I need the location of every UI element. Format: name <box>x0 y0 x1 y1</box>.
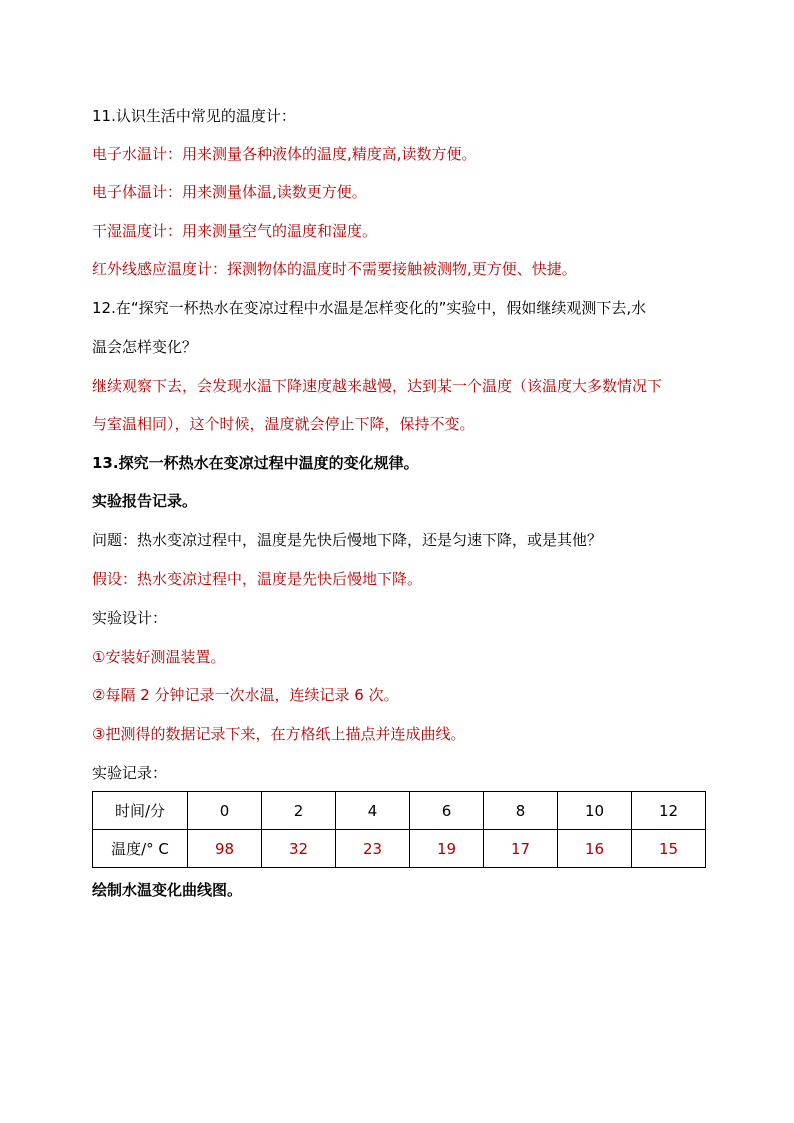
q13-problem: 问题：热水变凉过程中，温度是先快后慢地下降，还是匀速下降，或是其他？ <box>92 531 603 549</box>
q11-item-wet-dry-thermometer: 干湿温度计：用来测量空气的温度和湿度。 <box>92 222 378 240</box>
temperature-cell: 17 <box>484 830 558 868</box>
q12-question-line2: 温会怎样变化？ <box>92 338 198 356</box>
q11-title: 11.认识生活中常见的温度计： <box>92 107 296 125</box>
q13-step-3: ③把测得的数据记录下来，在方格纸上描点并连成曲线。 <box>92 725 466 743</box>
q13-report-title: 实验报告记录。 <box>92 492 198 510</box>
q13-hypothesis: 假设：热水变凉过程中，温度是先快后慢地下降。 <box>92 570 423 588</box>
q11-item-electronic-body-thermometer: 电子体温计：用来测量体温,读数更方便。 <box>92 183 367 201</box>
time-cell: 10 <box>558 792 632 830</box>
temperature-cell: 23 <box>336 830 410 868</box>
q13-design-label: 实验设计： <box>92 609 168 627</box>
time-cell: 4 <box>336 792 410 830</box>
time-cell: 12 <box>632 792 706 830</box>
temperature-header-cell: 温度/° C <box>93 830 188 868</box>
temperature-cell: 19 <box>410 830 484 868</box>
q11-item-electronic-water-thermometer: 电子水温计：用来测量各种液体的温度,精度高,读数方便。 <box>92 145 477 163</box>
time-cell: 6 <box>410 792 484 830</box>
time-cell: 8 <box>484 792 558 830</box>
q11-item-infrared-thermometer: 红外线感应温度计：探测物体的温度时不需要接触被测物,更方便、快捷。 <box>92 260 577 278</box>
temperature-row <box>93 830 706 868</box>
experiment-record-table <box>92 791 706 868</box>
time-header-cell: 时间/分 <box>93 792 188 830</box>
q12-answer-line1: 继续观察下去，会发现水温下降速度越来越慢，达到某一个温度（该温度大多数情况下 <box>92 377 663 395</box>
temperature-cell: 98 <box>188 830 262 868</box>
q13-step-1: ①安装好测温装置。 <box>92 648 226 666</box>
q13-record-label: 实验记录： <box>92 764 168 782</box>
time-cell: 0 <box>188 792 262 830</box>
q13-step-2: ②每隔 2 分钟记录一次水温，连续记录 6 次。 <box>92 686 399 704</box>
temperature-cell: 32 <box>262 830 336 868</box>
time-row <box>93 792 706 830</box>
q12-answer-line2: 与室温相同），这个时候，温度就会停止下降，保持不变。 <box>92 415 475 433</box>
time-cell: 2 <box>262 792 336 830</box>
q13-title: 13.探究一杯热水在变凉过程中温度的变化规律。 <box>92 454 419 472</box>
temperature-cell: 15 <box>632 830 706 868</box>
q12-question-line1: 12.在“探究一杯热水在变凉过程中水温是怎样变化的”实验中，假如继续观测下去,水 <box>92 299 647 317</box>
temperature-cell: 16 <box>558 830 632 868</box>
q13-curve-title: 绘制水温变化曲线图。 <box>92 881 243 899</box>
